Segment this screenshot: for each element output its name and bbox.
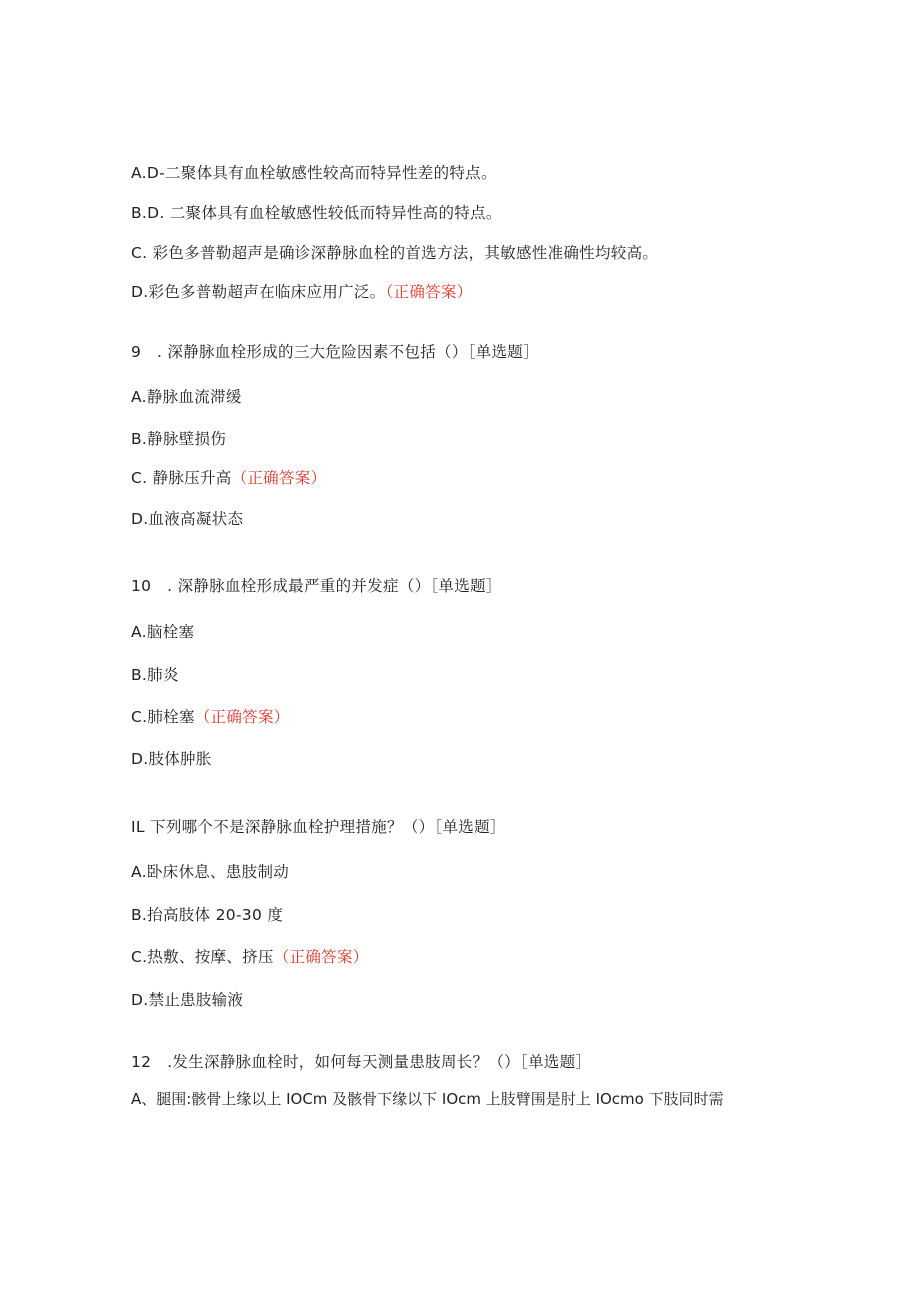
correct-answer-mark: （正确答案） [385,283,473,301]
q10-option-c: C.肺栓塞（正确答案） [131,708,290,726]
q11-option-a: A.卧床休息、患肢制动 [131,863,290,881]
q10-option-d: D.肢体肿胀 [131,750,212,768]
q9-option-a: A.静脉血流滞缓 [131,388,242,406]
q10-option-a: A.脑栓塞 [131,623,195,641]
q10-question: 10 . 深静脉血栓形成最严重的并发症（）［单选题］ [131,577,502,595]
q8-option-a: A.D-二聚体具有血栓敏感性较高而特异性差的特点。 [131,164,497,182]
correct-answer-mark: （正确答案） [231,469,327,487]
q12-option-a: A、腿围:骸骨上缘以上 IOCm 及骸骨下缘以下 IOcm 上肢臂围是肘上 IOcmo 下肢同时需 [131,1090,724,1108]
q11-option-b: B.抬高肢体 20-30 度 [131,906,284,924]
q9-option-c: C. 静脉压升高（正确答案） [131,469,327,487]
q8-option-b: B.D. 二聚体具有血栓敏感性较低而特异性高的特点。 [131,204,502,222]
q11-question: IL 下列哪个不是深静脉血栓护理措施？（）［单选题］ [131,818,506,836]
correct-answer-mark: （正确答案） [273,948,369,966]
q10-option-b: B.肺炎 [131,666,179,684]
q9-option-d: D.血液高凝状态 [131,510,244,528]
correct-answer-mark: （正确答案） [194,708,290,726]
q11-option-d: D.禁止患肢输液 [131,991,244,1009]
q11-option-c: C.热敷、按摩、挤压（正确答案） [131,948,369,966]
q9-question: 9 . 深静脉血栓形成的三大危险因素不包括（）［单选题］ [131,343,539,361]
q12-question: 12 .发生深静脉血栓时，如何每天测量患肢周长？（）［单选题］ [131,1053,592,1071]
q9-option-b: B.静脉壁损伤 [131,430,227,448]
q8-option-d: D.彩色多普勒超声在临床应用广泛。（正确答案） [131,283,473,301]
q8-option-c: C. 彩色多普勒超声是确诊深静脉血栓的首选方法，其敏感性准确性均较高。 [131,244,659,262]
